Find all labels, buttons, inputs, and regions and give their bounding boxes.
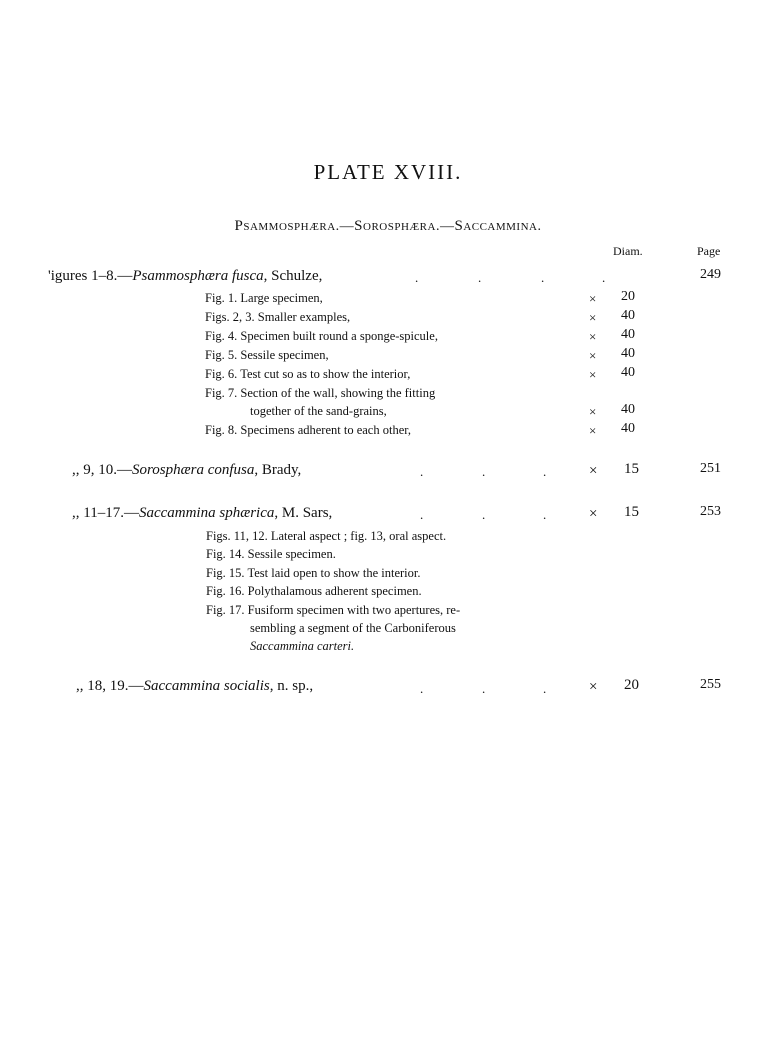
species-entry-saccammina-sphaerica: ,, 11–17.—Saccammina sphærica, M. Sars, — [72, 505, 333, 521]
figure-label: Fig. 6. Test cut so as to show the interior, — [205, 367, 411, 381]
figure-note: Fig. 16. Polythalamous adherent specimen. — [206, 584, 422, 598]
diam-column-header: Diam. — [613, 244, 643, 258]
leader-dot: . — [541, 270, 545, 285]
figure-label: Figs. 2, 3. Smaller examples, — [205, 310, 351, 324]
leader-dot: . — [415, 270, 419, 285]
leader-dot: . — [543, 464, 547, 479]
diameter-value: 40 — [621, 327, 635, 342]
times-sign: × — [589, 423, 597, 438]
species-entry-sorosphaera: ,, 9, 10.—Sorosphæra confusa, Brady, — [72, 462, 302, 478]
figure-label: Fig. 1. Large specimen, — [205, 291, 323, 305]
leader-dot: . — [478, 270, 482, 285]
figure-label: Fig. 7. Section of the wall, showing the fitting — [205, 386, 436, 400]
leader-dot: . — [420, 681, 424, 696]
times-sign: × — [589, 506, 598, 522]
leader-dot: . — [543, 507, 547, 522]
page-number: 249 — [700, 267, 721, 282]
figure-note-continuation: Saccammina carteri. — [250, 639, 355, 653]
figure-note: Figs. 11, 12. Lateral aspect ; fig. 13, oral aspect. — [206, 529, 447, 543]
leader-dot: . — [482, 681, 486, 696]
page-number: 253 — [700, 504, 721, 519]
times-sign: × — [589, 348, 597, 363]
diameter-value: 40 — [621, 346, 635, 361]
diameter-value: 20 — [624, 677, 639, 693]
species-entry-saccammina-socialis: ,, 18, 19.—Saccammina socialis, n. sp., — [76, 678, 314, 694]
figure-label: Fig. 5. Sessile specimen, — [205, 348, 329, 362]
times-sign: × — [589, 404, 597, 419]
leader-dot: . — [420, 464, 424, 479]
page-column-header: Page — [697, 244, 721, 258]
times-sign: × — [589, 367, 597, 382]
figure-note: Fig. 15. Test laid open to show the interior. — [206, 566, 421, 580]
leader-dot: . — [420, 507, 424, 522]
leader-dot: . — [482, 507, 486, 522]
diameter-value: 40 — [621, 402, 635, 417]
times-sign: × — [589, 679, 598, 695]
diameter-value: 40 — [621, 308, 635, 323]
times-sign: × — [589, 310, 597, 325]
diameter-value: 40 — [621, 365, 635, 380]
leader-dot: . — [482, 464, 486, 479]
diameter-value: 15 — [624, 461, 639, 477]
figure-note: Fig. 17. Fusiform specimen with two apertures, re- — [206, 603, 461, 617]
diameter-value: 20 — [621, 289, 635, 304]
leader-dot: . — [602, 270, 606, 285]
figure-label: Fig. 4. Specimen built round a sponge-spicule, — [205, 329, 438, 343]
page-number: 255 — [700, 677, 721, 692]
species-entry-psammosphaera: 'igures 1–8.—Psammosphæra fusca, Schulze, — [48, 268, 323, 284]
times-sign: × — [589, 291, 597, 306]
genera-heading: PSAMMOSPHÆRA.—SOROSPHÆRA.—SACCAMMINA. — [234, 218, 542, 234]
figure-note-continuation: sembling a segment of the Carboniferous — [250, 621, 456, 635]
diameter-value: 15 — [624, 504, 639, 520]
figure-note: Fig. 14. Sessile specimen. — [206, 547, 336, 561]
page-number: 251 — [700, 461, 721, 476]
diameter-value: 40 — [621, 421, 635, 436]
plate-title: PLATE XVIII. — [313, 160, 463, 184]
figure-label: Fig. 8. Specimens adherent to each other, — [205, 423, 412, 437]
times-sign: × — [589, 463, 598, 479]
leader-dot: . — [543, 681, 547, 696]
times-sign: × — [589, 329, 597, 344]
figure-label-continuation: together of the sand-grains, — [250, 404, 387, 418]
